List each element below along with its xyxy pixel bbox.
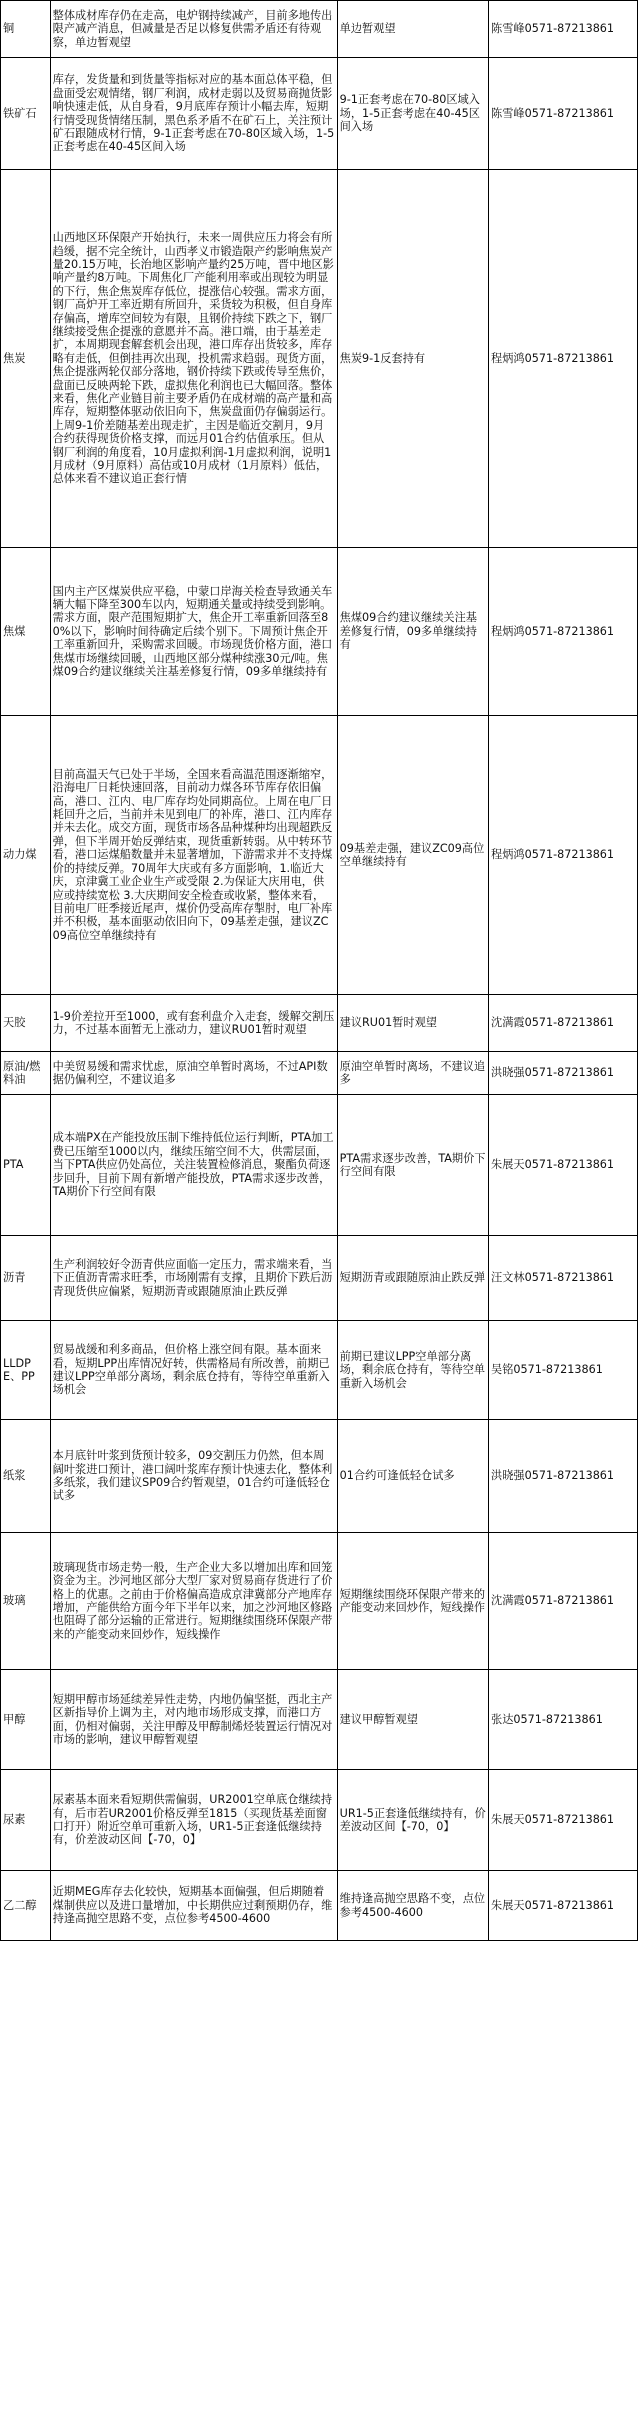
analyst-cell	[489, 1236, 638, 1321]
analyst-phone: 0571-87213861	[524, 1813, 615, 1827]
commodity-name: 尿素	[1, 1770, 51, 1871]
table-row	[1, 58, 638, 170]
table-row	[1, 995, 638, 1052]
analyst-cell	[489, 1052, 638, 1095]
analyst-cell	[489, 995, 638, 1052]
analyst-phone: 0571-87213861	[524, 624, 615, 638]
analyst-name: 洪晓强	[491, 1066, 525, 1080]
analyst-name: 汪文林	[491, 1271, 525, 1285]
table-row	[1, 170, 638, 548]
table-row	[1, 1533, 638, 1670]
analyst-name: 沈满霞	[491, 1594, 525, 1608]
analyst-name: 洪晓强	[491, 1469, 525, 1483]
strategy: 焦炭9-1反套持有	[337, 170, 488, 548]
market-view: 玻璃现货市场走势一般，生产企业大多以增加出库和回笼资金为主。沙河地区部分大型厂家对贸易商存货进行了价格上的优惠。之前由于价格偏高造成京津冀部分产地库存增加，产能供给方面今年下半年以来，加之沙河地区修路也阻碍了部分运输的正常进行。短期继续围绕环保限产带来的产能变动来回炒作，短线操作	[50, 1533, 337, 1670]
strategy: 建议RU01暂时观望	[337, 995, 488, 1052]
market-view: 生产利润较好令沥青供应面临一定压力，需求端来看，当下正值沥青需求旺季，市场刚需有支撑，且期价下跌后沥青现货供应偏紧，短期沥青或跟随原油止跌反弹	[50, 1236, 337, 1321]
strategy: 前期已建议LPP空单部分离场，剩余底仓持有，等待空单重新入场机会	[337, 1321, 488, 1420]
analyst-phone: 0571-87213861	[524, 1594, 615, 1608]
table-row	[1, 1871, 638, 1941]
strategy: 原油空单暂时离场，不建议追多	[337, 1052, 488, 1095]
table-row	[1, 1321, 638, 1420]
strategy: 01合约可逢低轻仓试多	[337, 1420, 488, 1533]
commodity-name: 甲醇	[1, 1670, 51, 1770]
commodity-name: 焦炭	[1, 170, 51, 548]
analyst-name: 陈雪峰	[491, 22, 525, 36]
analyst-cell	[489, 1420, 638, 1533]
analyst-phone: 0571-87213861	[513, 1712, 603, 1726]
commodity-name: 焦煤	[1, 548, 51, 716]
analyst-phone: 0571-87213861	[524, 848, 615, 862]
analyst-name: 程炳鸿	[491, 351, 525, 365]
market-view: 贸易战缓和利多商品，但价格上涨空间有限。基本面来看，短期LPP出库情况好转，供需格局有所改善，前期已建议LPP空单部分离场，剩余底仓持有，等待空单重新入场机会	[50, 1321, 337, 1420]
market-view: 近期MEG库存去化较快，短期基本面偏强，但后期随着煤制供应以及进口量增加，中长期供应过剩预期仍存，维持逢高抛空思路不变，点位参考4500-4600	[50, 1871, 337, 1941]
strategy: UR1-5正套逢低继续持有，价差波动区间【-70，0】	[337, 1770, 488, 1871]
commodity-name: 天胶	[1, 995, 51, 1052]
market-view: 1-9价差拉开至1000，或有套利盘介入走套，缓解交割压力，不过基本面暂无上涨动力，建议RU01暂时观望	[50, 995, 337, 1052]
commodity-name: 动力煤	[1, 716, 51, 995]
strategy: 短期沥青或跟随原油止跌反弹	[337, 1236, 488, 1321]
commodity-name: 乙二醇	[1, 1871, 51, 1941]
analyst-cell	[489, 1533, 638, 1670]
analyst-name: 朱展天	[491, 1813, 525, 1827]
analyst-cell	[489, 548, 638, 716]
commodity-name: 铜	[1, 1, 51, 58]
table-row	[1, 1052, 638, 1095]
commodity-name: 沥青	[1, 1236, 51, 1321]
market-view: 本月底针叶浆到货预计较多，09交割压力仍然，但本周阔叶浆进口预计，港口阔叶浆库存预计快速去化，整体利多纸浆，我们建议SP09合约暂观望，01合约可逢低轻仓试多	[50, 1420, 337, 1533]
commodity-name: 玻璃	[1, 1533, 51, 1670]
analyst-name: 陈雪峰	[491, 106, 525, 120]
strategy: 单边暂观望	[337, 1, 488, 58]
market-view: 短期甲醇市场延续差异性走势，内地仍偏坚挺，西北主产区新指导价上调为主，对内地市场形成支撑，而港口方面，仍相对偏弱，关注甲醇及甲醇制烯烃装置运行情况对市场的影响，建议甲醇暂观望	[50, 1670, 337, 1770]
analyst-phone: 0571-87213861	[524, 1158, 615, 1172]
commodity-name: 纸浆	[1, 1420, 51, 1533]
analyst-cell	[489, 1770, 638, 1871]
analyst-cell	[489, 58, 638, 170]
analyst-name: 吴铭	[491, 1363, 514, 1377]
market-view: 目前高温天气已处于半场，全国来看高温范围逐渐缩窄，沿海电厂日耗快速回落，目前动力煤各环节库存依旧偏高，港口、江内、电厂库存均处同期高位。上周在电厂日耗回升之后，当前并未见到电厂的补库，港口、江内库存并未去化。成交方面，现货市场各品种煤种均出现超跌反弹，但下半周开始反弹结束，现货重新转弱。从中转环节看，港口运煤船数量并未显著增加，下游需求并不支持煤价的持续反弹。70周年大庆或有多方面影响，1.临近大庆，京津冀工业企业生产或受限 2.为保证大庆用电，供应或持续宽松 3.大庆期间安全检查或收紧，整体来看，目前电厂旺季接近尾声，煤价仍受高库存掣肘，电厂补库并不积极，基本面驱动依旧向下，09基差走强，建议ZC09高位空单继续持有	[50, 716, 337, 995]
table-row	[1, 1420, 638, 1533]
table-row	[1, 1095, 638, 1236]
strategy: 9-1正套考虑在70-80区域入场，1-5正套考虑在40-45区间入场	[337, 58, 488, 170]
analyst-cell	[489, 1871, 638, 1941]
analyst-phone: 0571-87213861	[524, 1016, 615, 1030]
analyst-name: 程炳鸿	[491, 848, 525, 862]
strategy: 建议甲醇暂观望	[337, 1670, 488, 1770]
analyst-cell	[489, 1670, 638, 1770]
strategy: 焦煤09合约建议继续关注基差修复行情，09多单继续持有	[337, 548, 488, 716]
analyst-phone: 0571-87213861	[524, 1898, 615, 1912]
analyst-name: 沈满霞	[491, 1016, 525, 1030]
market-view: 成本端PX在产能投放压制下维持低位运行判断，PTA加工费已压缩至1000以内，继续压缩空间不大，供需层面，当下PTA供应仍处高位，关注装置检修消息，聚酯负荷逐步回升，目前下周有新增产能投放，PTA需求逐步改善，TA期价下行空间有限	[50, 1095, 337, 1236]
analyst-name: 程炳鸿	[491, 624, 525, 638]
table-row	[1, 548, 638, 716]
analyst-name: 张达	[491, 1712, 514, 1726]
analyst-cell	[489, 1321, 638, 1420]
analyst-cell	[489, 1, 638, 58]
strategy: 维持逢高抛空思路不变，点位参考4500-4600	[337, 1871, 488, 1941]
market-view: 尿素基本面来看短期供需偏弱，UR2001空单底仓继续持有，后市若UR2001价格反弹至1815（买现货基差面窗口打开）附近空单可重新入场，UR1-5正套逢低继续持有，价差波动区间【-70，0】	[50, 1770, 337, 1871]
analyst-phone: 0571-87213861	[524, 106, 615, 120]
analyst-phone: 0571-87213861	[513, 1363, 603, 1377]
market-view: 整体成材库存仍在走高，电炉钢持续减产，目前多地传出限产减产消息，但减量是否足以修复供需矛盾还有待观察，单边暂观望	[50, 1, 337, 58]
commodity-name: 铁矿石	[1, 58, 51, 170]
strategy: 09基差走强，建议ZC09高位空单继续持有	[337, 716, 488, 995]
analyst-phone: 0571-87213861	[524, 1469, 615, 1483]
strategy: 短期继续围绕环保限产带来的产能变动来回炒作，短线操作	[337, 1533, 488, 1670]
table-row	[1, 1770, 638, 1871]
analyst-phone: 0571-87213861	[524, 22, 615, 36]
analyst-phone: 0571-87213861	[524, 351, 615, 365]
commodity-name: LLDPE、PP	[1, 1321, 51, 1420]
analyst-phone: 0571-87213861	[524, 1066, 615, 1080]
analyst-phone: 0571-87213861	[524, 1271, 615, 1285]
analyst-cell	[489, 170, 638, 548]
strategy: PTA需求逐步改善，TA期价下行空间有限	[337, 1095, 488, 1236]
analyst-name: 朱展天	[491, 1158, 525, 1172]
commodity-name: 原油/燃料油	[1, 1052, 51, 1095]
table-row	[1, 716, 638, 995]
market-view: 库存，发货量和到货量等指标对应的基本面总体平稳，但盘面受宏观情绪，钢厂利润，成材走弱以及贸易商抛货影响快速走低，从自身看，9月底库存预计小幅去库，短期行情受现货情绪压制，黑色系矛盾不在矿石上，关注预计矿石跟随成材行情，9-1正套考虑在70-80区域入场，1-5正套考虑在40-45区间入场	[50, 58, 337, 170]
market-view: 国内主产区煤炭供应平稳，中蒙口岸海关检查导致通关车辆大幅下降至300车以内，短期通关量或持续受到影响。需求方面，限产范围短期扩大，焦企开工率重新回落至80%以下，影响时间待确定后续个别下。下周预计焦企开工率重新回升，采购需求回暖。市场现货价格方面，港口焦煤市场继续回暖，山西地区部分煤种续涨30元/吨。焦煤09合约建议继续关注基差修复行情，09多单继续持有	[50, 548, 337, 716]
table-row	[1, 1670, 638, 1770]
table-row	[1, 1236, 638, 1321]
analyst-name: 朱展天	[491, 1898, 525, 1912]
table-row	[1, 1, 638, 58]
analyst-cell	[489, 716, 638, 995]
commodity-name: PTA	[1, 1095, 51, 1236]
market-view: 中美贸易缓和需求忧虑，原油空单暂时离场，不过API数据仍偏利空，不建议追多	[50, 1052, 337, 1095]
analyst-cell	[489, 1095, 638, 1236]
market-view: 山西地区环保限产开始执行，未来一周供应压力将会有所趋缓，据不完全统计，山西孝义市锻造限产约影响焦炭产量20.15万吨，长治地区影响产量约25万吨，晋中地区影响产量约8万吨。下周焦化厂产能利用率或出现较为明显的下行，焦企焦炭库存低位，提涨信心较强。需求方面，钢厂高炉开工率近期有所回升，采货较为积极，但自身库存偏高，增库空间较为有限，且钢价持续下跌之下，钢厂继续接受焦企提涨的意愿并不高。港口端，由于基差走扩，本周期现套解套机会出现，港口库存出货较多，库存略有走低，但倒挂再次出现，投机需求趋弱。现货方面，焦企提涨两轮仅部分落地，钢价持续下跌或传导至焦价，盘面已反映两轮下跌，虚拟焦化利润也已大幅回落。整体来看，焦化产业链目前主要矛盾仍在成材端的高产量和高库存，短期整体驱动依旧向下，焦炭盘面仍存偏弱运行。上周9-1价差随基差出现走扩，主因是临近交割月，9月合约获得现货价格支撑，而远月01合约估值承压。但从钢厂利润的角度看，10月虚拟利润-1月虚拟利润，说明1月成材（9月原料）高估或10月成材（1月原料）低估，总体来看不建议追正套行情	[50, 170, 337, 548]
